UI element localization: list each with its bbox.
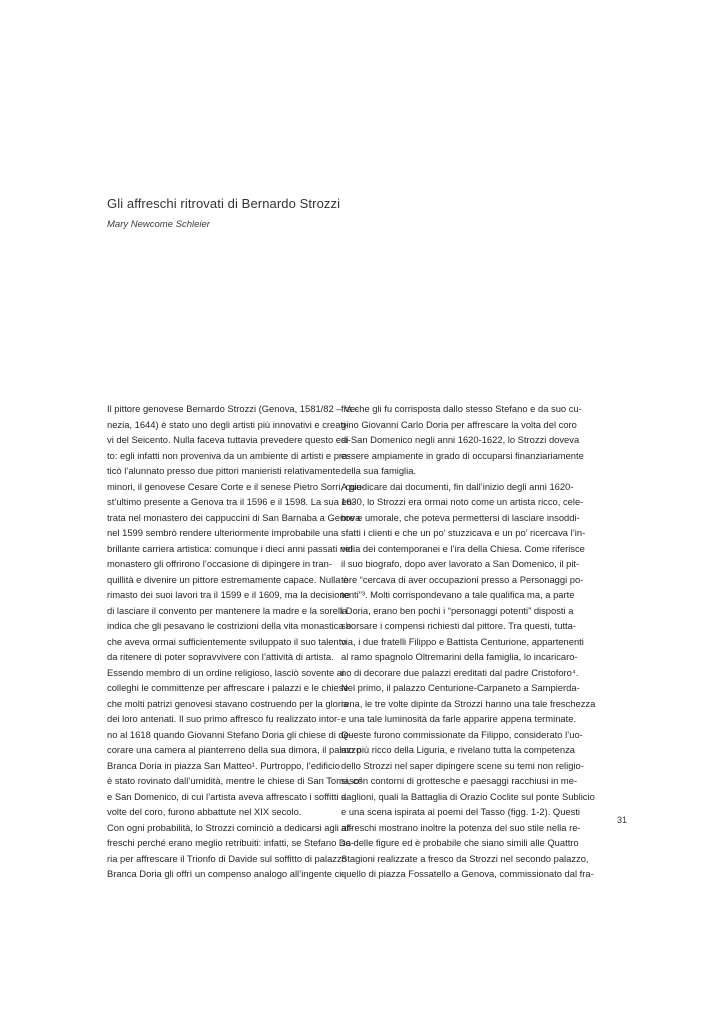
text-line: ria per affrescare il Trionfo di Davide sul soffitto di palazzo	[107, 852, 347, 864]
text-line: al ramo spagnolo Oltremarini della famiglia, lo incaricaro-	[341, 651, 578, 662]
text-line: nezia, 1644) è stato uno degli artisti più innovativi e creati-	[107, 418, 349, 430]
text-line: brillante carriera artistica: comunque i dieci anni passati nel	[107, 542, 353, 554]
text-line: che aveva ormai sufficientemente sviluppato il suo talento	[107, 635, 347, 647]
text-line: è stato rovinato dall’umidità, mentre le chiese di San Tomaso²	[107, 775, 363, 786]
text-line: vidia dei contemporanei e l’ira della Chiesa. Come riferisce	[341, 542, 585, 554]
text-line: vi del Seicento. Nulla faceva tuttavia prevedere questo esi-	[107, 434, 351, 445]
text-line: quello di piazza Fossatello a Genova, commissionato dal fra-	[341, 868, 594, 879]
text-line: tenti”³. Molti corrispondevano a tale qualifica ma, a parte	[341, 589, 575, 600]
text-line: mo più ricco della Liguria, e rivelano tutta la competenza	[341, 744, 575, 755]
text-line: da ritenere di poter sopravvivere con l’attività di artista.	[107, 651, 334, 662]
text-line: st’ultimo presente a Genova tra il 1596 e il 1598. La sua en-	[107, 496, 356, 507]
text-line: monastero gli offrirono l’occasione di dipingere in tran-	[107, 558, 332, 569]
text-line: della sua famiglia.	[341, 465, 417, 476]
text-line: e San Domenico, di cui l’artista aveva affrescato i soffitti a	[107, 790, 347, 802]
text-line: sfatti i clienti e che un po’ stuzzicava e un po’ ricercava l’in-	[341, 527, 586, 538]
text-line: Il pittore genovese Bernardo Strozzi (Genova, 1581/82 – Ve-	[107, 403, 359, 414]
text-line: Queste furono commissionate da Filippo, considerato l’uo-	[341, 728, 583, 740]
text-line: i Doria, erano ben pochi i “personaggi potenti” disposti a	[341, 604, 574, 616]
page-number: 31	[616, 815, 627, 825]
text-line: Branca Doria in piazza San Matteo¹. Purtroppo, l’edificio	[107, 759, 340, 771]
text-line: rena, le tre volte dipinte da Strozzi hanno una tale freschezza	[341, 697, 596, 709]
text-line: sborsare i compensi richiesti dal pittore. Tra questi, tutta-	[341, 620, 576, 631]
text-line: gino Giovanni Carlo Doria per affrescare la volta del coro	[341, 418, 577, 430]
text-line: affreschi mostrano inoltre la potenza del suo stile nella re-	[341, 821, 581, 833]
text-line: colleghi le committenze per affrescare i palazzi e le chiese	[107, 682, 349, 693]
text-line: Stagioni realizzate a fresco da Strozzi nel secondo palazzo,	[341, 852, 589, 864]
text-line: indica che gli pesavano le costrizioni della vita monastica e	[107, 620, 352, 631]
text-line: Essendo membro di un ordine religioso, lasciò sovente ai	[107, 666, 345, 678]
text-line: tore “cercava di aver occupazioni presso a Personaggi po-	[341, 573, 584, 585]
text-line: via, i due fratelli Filippo e Battista Centurione, appartenenti	[341, 635, 584, 647]
text-line: minori, il genovese Cesare Corte e il senese Pietro Sorri, que-	[107, 480, 365, 492]
text-line: si, con contorni di grottesche e paesaggi racchiusi in me-	[341, 775, 578, 786]
text-line: che molti patrizi genovesi stavano costruendo per la gloria	[107, 697, 349, 709]
text-line: essere ampiamente in grado di occuparsi finanziariamente	[341, 449, 584, 461]
text-line: sa delle figure ed è probabile che siano simili alle Quattro	[341, 837, 579, 848]
text-line: rimasto dei suoi lavori tra il 1599 e il 1609, ma la decisione	[107, 589, 350, 600]
text-line: A giudicare dai documenti, fin dall’inizio degli anni 1620-	[341, 480, 574, 492]
text-line: e una scena ispirata ai poemi del Tasso (figg. 1-2). Questi	[341, 806, 581, 817]
text-line: ticò l’alunnato presso due pittori manieristi relativamente	[107, 465, 341, 476]
text-line: bre e umorale, che poteva permettersi di lasciare insoddi-	[341, 511, 580, 523]
article-author: Mary Newcome Schleier	[107, 219, 210, 230]
text-line: 1630, lo Strozzi era ormai noto come un artista ricco, cele-	[341, 496, 584, 507]
text-line: corare una camera al pianterreno della sua dimora, il palazzo	[107, 744, 362, 755]
text-line: trata nel monastero dei cappuccini di San Barnaba a Genova	[107, 511, 361, 523]
text-line: no al 1618 quando Giovanni Stefano Doria gli chiese di de-	[107, 728, 352, 740]
text-line: to: egli infatti non proveniva da un ambiente di artisti e pra-	[107, 449, 351, 461]
text-line: e una tale luminosità da farle apparire appena terminate.	[341, 713, 577, 724]
text-line: fra che gli fu corrisposta dallo stesso Stefano e da suo cu-	[341, 403, 582, 414]
text-line: daglioni, quali la Battaglia di Orazio Coclite sul ponte Sublicio	[341, 790, 595, 802]
text-line: nel 1599 sembrò rendere ulteriormente improbabile una	[107, 527, 339, 538]
text-column-left	[107, 401, 365, 882]
text-line: freschi perché erano meglio retribuiti: infatti, se Stefano Do-	[107, 837, 354, 848]
text-line: il suo biografo, dopo aver lavorato a San Domenico, il pit-	[341, 558, 580, 569]
text-line: no di decorare due palazzi ereditati dal padre Cristoforo⁴.	[341, 666, 579, 678]
text-line: Branca Doria gli offrì un compenso analogo all’ingente ci-	[107, 868, 345, 879]
text-line: dei loro antenati. Il suo primo affresco fu realizzato intor-	[107, 713, 341, 724]
text-line: Con ogni probabilità, lo Strozzi cominciò a dedicarsi agli af-	[107, 821, 353, 833]
text-column-right	[341, 401, 596, 882]
article-title: Gli affreschi ritrovati di Bernardo Strozzi	[107, 196, 341, 211]
text-line: dello Strozzi nel saper dipingere scene su temi non religio-	[341, 759, 584, 771]
text-line: di lasciare il convento per mantenere la madre e la sorella	[107, 604, 348, 616]
text-line: volte del coro, furono abbattute nel XIX secolo.	[107, 806, 302, 817]
text-line: Nel primo, il palazzo Centurione-Carpaneto a Sampierda-	[341, 682, 580, 693]
text-line: di San Domenico negli anni 1620-1622, lo Strozzi doveva	[341, 434, 580, 445]
text-line: quillità e divenire un pittore estremamente capace. Nulla è	[107, 573, 349, 585]
